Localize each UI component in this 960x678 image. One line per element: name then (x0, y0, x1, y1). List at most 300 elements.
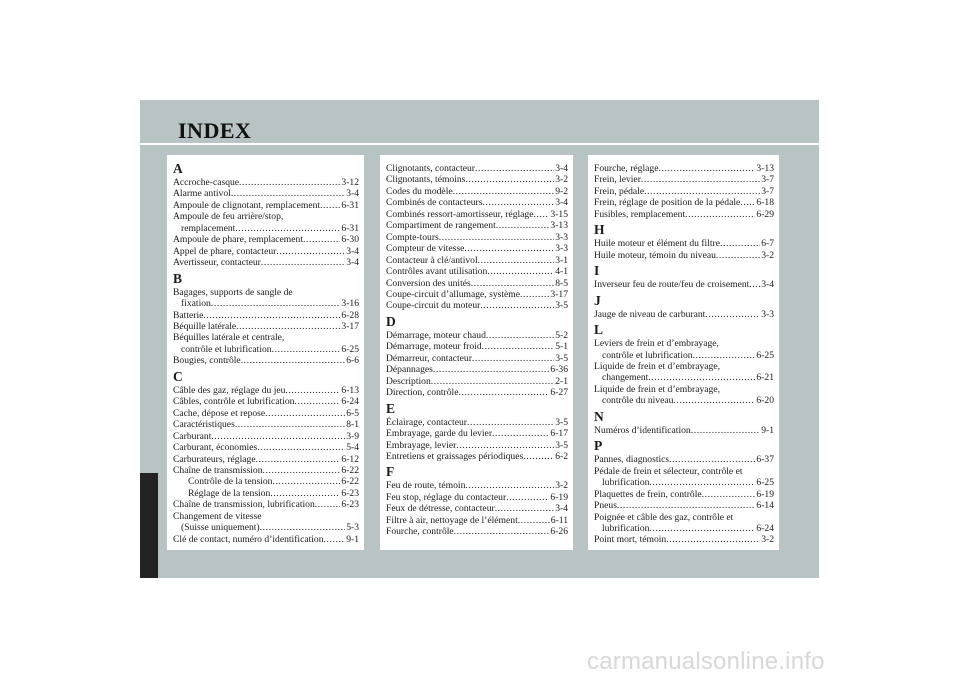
index-page-ref: 8-5 (555, 277, 568, 289)
index-page-ref: 5-1 (555, 341, 568, 353)
index-page-ref: 3-5 (555, 416, 568, 428)
index-entry-text: remplacement (181, 222, 236, 234)
dot-leader (315, 499, 341, 510)
index-entry-text: Compteur de vitesse (386, 243, 465, 255)
index-entry-text: Pneus (594, 500, 617, 512)
dot-leader (265, 408, 345, 419)
index-entry-text: Feux de détresse, contacteur (386, 503, 495, 515)
index-entry-text: Fourche, contrôle (386, 526, 454, 538)
index-entry-text: changement (602, 372, 649, 384)
index-entry-text: Cache, dépose et repose (173, 407, 266, 419)
index-page-ref: 6-23 (341, 487, 359, 499)
dot-leader (658, 163, 755, 174)
index-page-ref: 6-19 (756, 488, 774, 500)
index-entry (173, 499, 359, 510)
dot-leader (669, 454, 755, 465)
index-entry (173, 298, 359, 309)
index-letter-heading: J (594, 292, 601, 308)
index-page-ref: 3-2 (761, 534, 774, 546)
index-entry-text: Béquille latérale (173, 320, 237, 332)
index-page-ref: 6-24 (341, 396, 359, 408)
dot-leader (518, 515, 550, 526)
index-page-ref: 3-1 (555, 254, 568, 266)
dot-leader (241, 355, 346, 366)
index-entry (386, 353, 568, 364)
index-entry (594, 395, 774, 406)
dot-leader (431, 376, 554, 387)
index-entry (594, 534, 774, 545)
title-divider (140, 143, 819, 145)
index-entry (594, 209, 774, 220)
dot-leader (475, 163, 554, 174)
index-entry (386, 417, 568, 428)
index-page-ref: 3-13 (756, 163, 774, 174)
index-entry (594, 454, 774, 465)
index-entry (386, 330, 568, 341)
index-page-ref: 6-28 (341, 309, 359, 321)
index-entry (594, 279, 774, 290)
dot-leader (471, 278, 554, 289)
index-entry-text: Compartiment de rangement (386, 220, 496, 232)
index-entry (594, 186, 774, 197)
dot-leader (458, 387, 549, 398)
index-page-ref: 3-3 (555, 231, 568, 243)
index-entry-text: Clé de contact, numéro d’identification (173, 533, 324, 545)
index-page-ref: 5-3 (346, 522, 359, 534)
index-letter-heading: L (594, 322, 604, 338)
dot-leader (320, 200, 340, 211)
index-entry-text: Inverseur feu de route/feu de croisement (594, 279, 750, 291)
index-page-ref: 3-17 (341, 320, 359, 332)
index-entry-text: Frein, réglage de position de la pédale (594, 197, 741, 209)
dot-leader (294, 396, 340, 407)
dot-leader (482, 341, 555, 352)
dot-leader (433, 364, 550, 375)
index-entry (386, 492, 568, 503)
index-entry-text: Réglage de la tension (188, 487, 271, 499)
dot-leader (478, 255, 555, 266)
dot-leader (256, 454, 341, 465)
index-page-ref: 3-4 (346, 257, 359, 269)
index-entry-text: Entretiens et graissages périodiques (386, 450, 524, 462)
index-page-ref: 3-5 (555, 352, 568, 364)
index-entry (386, 197, 568, 208)
index-entry-text: Conversion des unités (386, 277, 471, 289)
index-page-ref: 6-25 (341, 343, 359, 355)
dot-leader (263, 465, 341, 476)
index-entry (386, 428, 568, 439)
dot-leader (533, 209, 549, 220)
index-entry (173, 522, 359, 533)
index-entry-text: Filtre à air, nettoyage de l’élément (386, 514, 518, 526)
index-entry: Liquide de frein et d’embrayage, (594, 360, 720, 372)
index-entry-text: (Suisse uniquement) (181, 522, 260, 534)
index-entry (386, 278, 568, 289)
index-entry (173, 476, 359, 487)
index-entry-text: Frein, pédale (594, 185, 645, 197)
dot-leader (257, 442, 345, 453)
index-entry-text: Point mort, témoin (594, 534, 667, 546)
index-entry (594, 350, 774, 361)
index-entry-text: Carburant (173, 430, 212, 442)
index-page-ref: 9-2 (555, 185, 568, 197)
index-page-ref: 3-17 (550, 288, 568, 300)
index-page-ref: 6-12 (341, 453, 359, 465)
index-page-ref: 3-4 (555, 503, 568, 515)
index-page-ref: 6-5 (346, 407, 359, 419)
index-entry (594, 500, 774, 511)
dot-leader (495, 503, 555, 514)
index-entry-text: Frein, levier (594, 174, 641, 186)
dot-leader (649, 477, 755, 488)
dot-leader (492, 428, 549, 439)
index-entry (173, 355, 359, 366)
dot-leader (236, 321, 340, 332)
index-page-ref: 6-27 (550, 387, 568, 399)
dot-leader (641, 174, 760, 185)
dot-leader (272, 476, 340, 487)
dot-leader (276, 246, 345, 257)
index-entry-text: Dépannages (386, 364, 433, 376)
dot-leader (456, 440, 554, 451)
index-entry-text: Démarrage, moteur froid (386, 341, 482, 353)
index-entry-text: Huile moteur et élément du filtre (594, 238, 721, 250)
index-entry (594, 523, 774, 534)
index-letter-heading: I (594, 263, 600, 279)
index-entry: Bagages, supports de sangle de (173, 286, 293, 298)
index-page-ref: 3-7 (761, 185, 774, 197)
index-entry-text: Alarme antivol (173, 188, 231, 200)
index-entry (594, 477, 774, 488)
index-entry-text: Câbles, contrôle et lubrification (173, 396, 295, 408)
dot-leader (693, 350, 756, 361)
index-page-ref: 6-17 (550, 428, 568, 440)
index-page-ref: 6-36 (550, 364, 568, 376)
index-entry (386, 300, 568, 311)
dot-leader (480, 300, 554, 311)
index-entry (173, 488, 359, 499)
index-page-ref: 6-30 (341, 234, 359, 246)
index-page-ref: 6-2 (555, 450, 568, 462)
dot-leader (666, 534, 760, 545)
index-page-ref: 6-13 (341, 384, 359, 396)
index-entry (173, 200, 359, 211)
index-entry (386, 255, 568, 266)
index-entry (386, 209, 568, 220)
index-entry (386, 526, 568, 537)
index-letter-heading: E (386, 400, 396, 416)
dot-leader (467, 417, 554, 428)
dot-leader (487, 266, 554, 277)
index-entry (173, 442, 359, 453)
index-entry-text: Caractéristiques (173, 419, 235, 431)
index-page-ref: 3-3 (555, 243, 568, 255)
index-page-ref: 6-31 (341, 199, 359, 211)
index-entry (594, 163, 774, 174)
index-page-ref: 6-19 (550, 491, 568, 503)
watermark: carmanualsonline.info (587, 648, 825, 675)
dot-leader (720, 238, 760, 249)
index-entry-text: contrôle et lubrification (181, 343, 272, 355)
index-entry (594, 197, 774, 208)
dot-leader (716, 250, 760, 261)
index-page-ref: 6-31 (341, 222, 359, 234)
dot-leader (272, 344, 341, 355)
index-letter-heading: C (173, 368, 183, 384)
index-entry (173, 431, 359, 442)
index-page-ref: 6-29 (756, 208, 774, 220)
index-page-ref: 5-4 (346, 442, 359, 454)
index-entry-text: Plaquettes de frein, contrôle (594, 488, 702, 500)
index-entry (173, 188, 359, 199)
dot-leader (465, 174, 554, 185)
index-page-ref: 3-15 (550, 208, 568, 220)
dot-leader (705, 309, 760, 320)
index-entry-text: Coupe-circuit du moteur (386, 300, 481, 312)
index-entry (173, 385, 359, 396)
index-page-ref: 3-4 (346, 245, 359, 257)
index-entry (386, 174, 568, 185)
dot-leader (203, 310, 340, 321)
index-page-ref: 9-1 (761, 424, 774, 436)
index-entry-text: Batterie (173, 309, 204, 321)
index-entry-text: Clignotants, contacteur (386, 163, 475, 174)
index-entry-text: Jauge de niveau de carburant (594, 308, 706, 320)
index-entry-text: Compte-tours (386, 231, 439, 243)
index-entry (386, 243, 568, 254)
index-entry (173, 246, 359, 257)
index-entry-text: Accroche-casque (173, 177, 240, 188)
dot-leader (465, 480, 554, 491)
index-entry (594, 174, 774, 185)
index-column-2 (380, 155, 573, 550)
index-page-ref: 3-12 (341, 177, 359, 188)
dot-leader (644, 186, 760, 197)
index-entry-text: Fusibles, remplacement (594, 208, 686, 220)
index-page-ref: 3-4 (346, 188, 359, 200)
index-entry: Béquilles latérale et centrale, (173, 332, 285, 344)
index-entry (173, 177, 359, 188)
index-entry (386, 503, 568, 514)
index-entry (594, 425, 774, 436)
index-entry-text: Clignotants, témoins (386, 174, 466, 186)
index-entry-text: Bougies, contrôle (173, 355, 241, 367)
index-column-1 (167, 155, 364, 550)
index-letter-heading: N (594, 408, 604, 424)
dot-leader (285, 385, 340, 396)
index-entry (594, 309, 774, 320)
index-page-ref: 6-7 (761, 238, 774, 250)
dot-leader (303, 234, 340, 245)
index-entry (386, 289, 568, 300)
index-page-ref: 6-22 (341, 464, 359, 476)
index-entry (386, 220, 568, 231)
dot-leader (691, 425, 760, 436)
index-entry (386, 440, 568, 451)
index-entry: Leviers de frein et d’embrayage, (594, 338, 719, 350)
dot-leader (260, 522, 346, 533)
index-entry-text: Chaîne de transmission (173, 464, 263, 476)
index-entry (386, 163, 568, 174)
index-letter-heading: P (594, 438, 603, 454)
dot-leader (454, 526, 550, 537)
dot-leader (482, 197, 554, 208)
index-entry (386, 451, 568, 462)
index-entry: Ampoule de feu arrière/stop, (173, 211, 284, 223)
index-entry-text: Codes du modèle (386, 185, 453, 197)
index-page-ref: 3-2 (555, 480, 568, 492)
index-entry (173, 310, 359, 321)
index-entry-text: contrôle et lubrification (602, 349, 693, 361)
index-column-3 (588, 155, 779, 550)
index-page-ref: 2-1 (555, 375, 568, 387)
dot-leader (486, 330, 554, 341)
index-entry-text: Huile moteur, témoin du niveau (594, 249, 716, 261)
index-entry (594, 372, 774, 383)
index-entry (386, 341, 568, 352)
index-entry-text: Ampoule de phare, remplacement (173, 234, 303, 246)
index-entry (386, 232, 568, 243)
index-page-ref: 3-7 (761, 174, 774, 186)
index-entry (173, 454, 359, 465)
index-entry-text: Embrayage, garde du levier (386, 428, 493, 440)
index-entry-text: Embrayage, levier (386, 439, 457, 451)
index-entry (173, 396, 359, 407)
dot-leader (649, 523, 755, 534)
dot-leader (270, 488, 340, 499)
index-entry-text: Démarreur, contacteur (386, 352, 472, 364)
dot-leader (453, 186, 555, 197)
index-entry-text: Combinés ressort-amortisseur, réglage (386, 208, 534, 220)
index-entry-text: Démarrage, moteur chaud (386, 329, 486, 341)
index-entry-text: Carburateurs, réglage (173, 453, 256, 465)
dot-leader (324, 534, 346, 545)
dot-leader (261, 257, 345, 268)
index-entry-text: Câble des gaz, réglage du jeu (173, 384, 286, 396)
index-entry: Changement de vitesse (173, 510, 262, 522)
index-entry (386, 376, 568, 387)
index-entry-text: Direction, contrôle (386, 387, 459, 399)
index-entry-text: Combinés de contacteurs (386, 197, 483, 209)
index-page-ref: 3-4 (761, 279, 774, 291)
dot-leader (439, 232, 554, 243)
index-entry (386, 387, 568, 398)
index-page-ref: 4-1 (555, 266, 568, 278)
index-page-ref: 6-25 (756, 349, 774, 361)
index-letter-heading: H (594, 222, 605, 238)
dot-leader (749, 279, 760, 290)
dot-leader (648, 372, 755, 383)
dot-leader (617, 500, 755, 511)
index-entry-text: Pannes, diagnostics (594, 454, 670, 466)
index-entry (173, 344, 359, 355)
dot-leader (235, 419, 345, 430)
index-entry (173, 419, 359, 430)
index-entry (594, 250, 774, 261)
index-entry-text: lubrification (602, 522, 650, 534)
dot-leader (740, 197, 755, 208)
index-page-ref: 3-5 (555, 300, 568, 312)
index-page-ref: 3-4 (555, 197, 568, 209)
index-page-ref: 3-9 (346, 430, 359, 442)
index-entry (386, 515, 568, 526)
index-entry-text: Ampoule de clignotant, remplacement (173, 199, 321, 211)
index-entry: Liquide de frein et d’embrayage, (594, 383, 720, 395)
index-page-ref: 6-26 (550, 526, 568, 538)
index-entry-text: Contrôle de la tension (188, 476, 273, 488)
index-entry-text: Feu stop, réglage du contacteur (386, 491, 507, 503)
index-page-ref: 6-23 (341, 499, 359, 511)
index-entry-text: Contrôles avant utilisation (386, 266, 488, 278)
page-title: INDEX (178, 118, 252, 143)
index-page-ref: 6-21 (756, 372, 774, 384)
index-entry (386, 480, 568, 491)
index-page-ref: 6-11 (550, 514, 568, 526)
index-entry-text: Éclairage, contacteur (386, 416, 467, 428)
index-entry (386, 364, 568, 375)
index-entry (594, 489, 774, 500)
index-entry-text: Description (386, 375, 431, 387)
index-entry (173, 408, 359, 419)
index-entry (173, 321, 359, 332)
index-entry-text: contrôle du niveau (602, 395, 674, 407)
dot-leader (211, 431, 345, 442)
index-letter-heading: D (386, 313, 396, 329)
index-page-ref: 3-2 (555, 174, 568, 186)
index-entry (173, 234, 359, 245)
dot-leader (496, 220, 550, 231)
index-page-ref: 6-37 (756, 454, 774, 466)
index-entry-text: Carburant, économies (173, 442, 258, 454)
dot-leader (673, 395, 755, 406)
index-page-ref: 3-3 (761, 308, 774, 320)
dot-leader (520, 289, 549, 300)
dot-leader (685, 209, 755, 220)
index-page-ref: 6-24 (756, 522, 774, 534)
index-entry-text: Feu de route, témoin (386, 480, 466, 492)
index-page-ref: 3-2 (761, 249, 774, 261)
dot-leader (702, 489, 756, 500)
index-entry-text: Appel de phare, contacteur (173, 245, 277, 257)
index-page-ref: 9-1 (346, 533, 359, 545)
index-entry-text: fixation (181, 298, 211, 310)
index-page-ref: 6-6 (346, 355, 359, 367)
index-entry (173, 257, 359, 268)
index-page-ref: 6-14 (756, 500, 774, 512)
index-page-ref: 6-20 (756, 395, 774, 407)
section-tab (140, 473, 158, 578)
index-entry-text: Coupe-circuit d’allumage, système (386, 288, 521, 300)
index-page-ref: 3-5 (555, 439, 568, 451)
index-entry-text: Contacteur à clé/antivol (386, 254, 478, 266)
index-entry-text: Chaîne de transmission, lubrification (173, 499, 315, 511)
index-page-ref: 8-1 (346, 419, 359, 431)
index-letter-heading: B (173, 270, 183, 286)
dot-leader (211, 298, 341, 309)
index-entry: Poignée et câble des gaz, contrôle et (594, 511, 734, 523)
index-page-ref: 3-4 (555, 163, 568, 174)
index-entry (386, 266, 568, 277)
dot-leader (231, 188, 345, 199)
index-entry-text: Avertisseur, contacteur (173, 257, 261, 269)
index-letter-heading: A (173, 161, 183, 176)
index-letter-heading: F (386, 464, 395, 480)
index-entry (173, 465, 359, 476)
index-entry-text: Fourche, réglage (594, 163, 659, 174)
index-entry (173, 223, 359, 234)
index-entry (173, 534, 359, 545)
index-page-ref: 3-16 (341, 298, 359, 310)
